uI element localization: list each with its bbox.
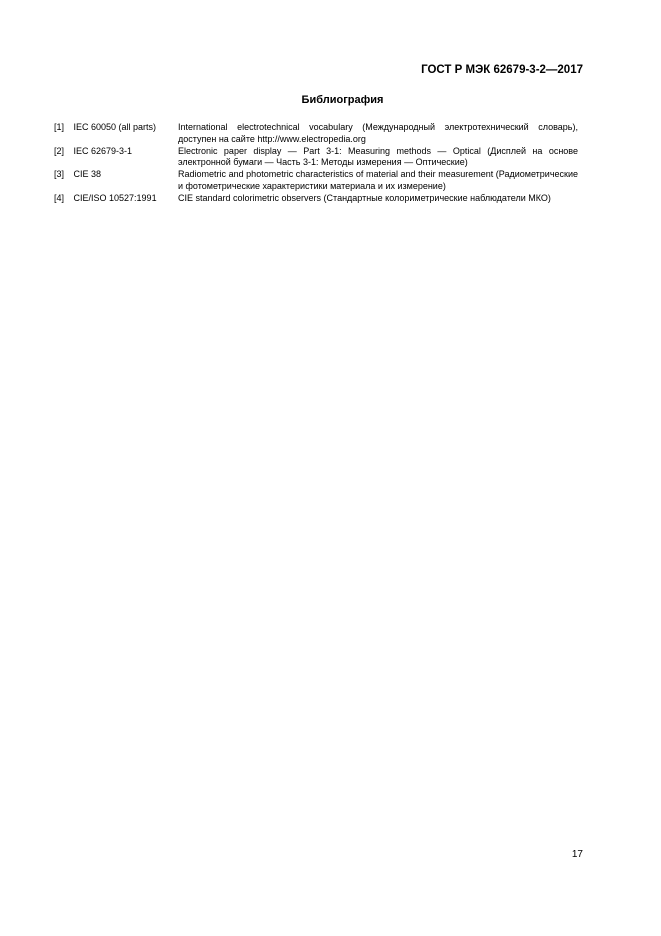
entry-number: [1] (54, 122, 65, 132)
bibliography-list (54, 122, 578, 205)
entry-reference (54, 193, 178, 205)
bibliography-entry (54, 193, 578, 205)
entry-reference (54, 146, 178, 170)
entry-number: [2] (54, 145, 65, 156)
entry-title: Radiometric and photometric characteristics of material and their measurement (Радиометрические и фотометрические характеристики материала и их измерение) (178, 169, 578, 191)
entry-number: [3] (54, 169, 65, 180)
entry-code: IEC 60050 (all parts) (73, 122, 157, 132)
entry-code: CIE 38 (73, 169, 102, 180)
standard-designation: ГОСТ Р МЭК 62679-3-2—2017 (421, 64, 583, 76)
entry-number: [4] (54, 192, 65, 203)
entry-reference (54, 169, 178, 193)
entry-title: International electrotechnical vocabulary (Международный электротехнический словарь), доступен на сайте http://www.electropedia.org (178, 122, 578, 144)
bibliography-entry (54, 146, 578, 170)
entry-code: CIE/ISO 10527:1991 (73, 192, 157, 203)
page-number: 17 (571, 849, 583, 860)
bibliography-entry (54, 122, 578, 146)
entry-title: CIE standard colorimetric observers (Стандартные колориметрические наблюдатели МКО) (178, 192, 551, 203)
entry-title: Electronic paper display — Part 3-1: Measuring methods — Optical (Дисплей на основе электронной бумаги — Часть 3-1: Методы измерения — Оптические) (178, 145, 578, 168)
entry-code: IEC 62679-3-1 (73, 145, 133, 156)
section-title: Библиография (301, 94, 384, 106)
bibliography-entry (54, 169, 578, 193)
entry-reference (54, 122, 178, 146)
